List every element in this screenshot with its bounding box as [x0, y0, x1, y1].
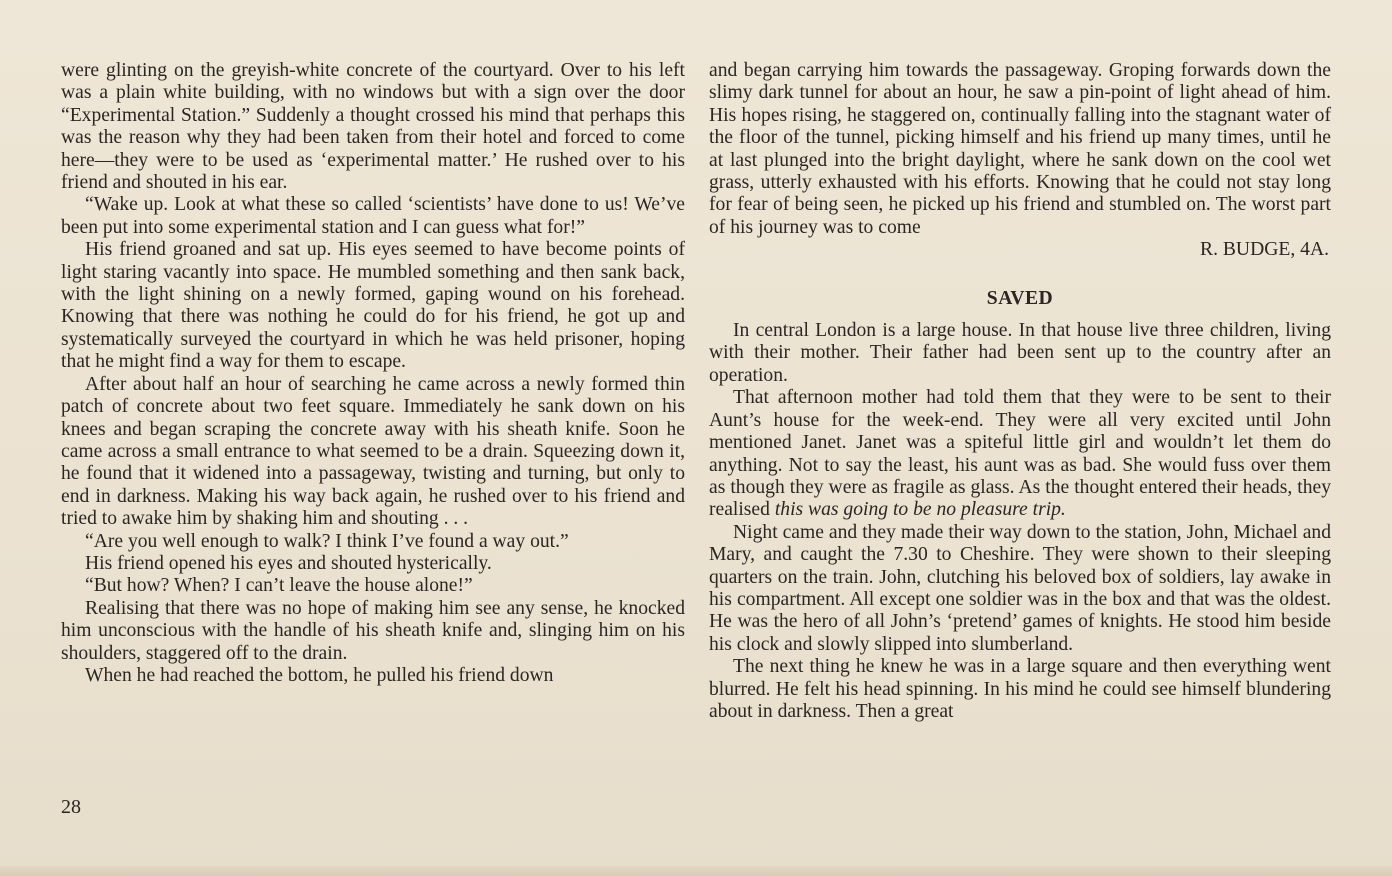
paragraph [709, 387, 1331, 521]
paragraph-text: That afternoon mother had told them that they were to be sent to their Aunt’s house for the week-end. They were all very excited until John mentioned Janet. Janet was a spiteful little girl and wouldn’t let them do anything. Not to say the least, his aunt was as bad. She would fuss over them as though they were as fragile as glass. As the thought entered their heads, they realised [709, 387, 1331, 521]
right-column [709, 60, 1331, 723]
paragraph: When he had reached the bottom, he pulled his friend down [85, 664, 554, 686]
paragraph: In central London is a large house. In that house live three children, living with their mother. Their father had been sent up to the country after an operation. [709, 320, 1331, 386]
page-number: 28 [61, 796, 81, 818]
paragraph: Realising that there was no hope of making him see any sense, he knocked him unconscious with the handle of his sheath knife and, slinging him on his shoulders, staggered off to the drain. [61, 597, 685, 664]
paragraph: The next thing he knew he was in a large square and then everything went blurred. He felt his head spinning. In his mind he could see himself blundering about in darkness. Then a great [709, 656, 1331, 722]
paragraph: were glinting on the greyish-white concrete of the courtyard. Over to his left was a plain white building, with no windows but with a sign over the door “Experimental Station.” Suddenly a thought crossed his mind that perhaps this was the reason why they had been taken from their hotel and forced to come here—they were to be used as ‘experimental matter.’ He rushed over to his friend and shouted in his ear. [61, 60, 685, 194]
page-bottom-edge [0, 866, 1392, 876]
italic-phrase: this was going to be no pleasure trip. [774, 499, 1066, 521]
paragraph: After about half an hour of searching he came across a newly formed thin patch of concrete about two feet square. Immediately he sank down on his knees and began scraping the concrete away with his sheath knife. Soon he came across a small entrance to what seemed to be a drain. Squeezing down it, he found that it widened into a passageway, twisting and turning, but only to end in darkness. Making his way back again, he rushed over to his friend and tried to awake him by shaking him and shouting . . . [61, 373, 685, 530]
paragraph: and began carrying him towards the passageway. Groping forwards down the slimy dark tunnel for about an hour, he saw a pin-point of light ahead of him. His hopes rising, he staggered on, continually falling into the stagnant water of the floor of the tunnel, picking himself and his friend up many times, until he at last plunged into the bright daylight, where he sank down on the cool wet grass, utterly exhausted with his efforts. Knowing that he could not stay long for fear of being seen, he picked up his friend and stumbled on. The worst part of his journey was to come [709, 60, 1331, 238]
paragraph: “Wake up. Look at what these so called ‘scientists’ have done to us! We’ve been put into some experimental station and I can guess what for!” [61, 194, 685, 238]
paragraph: His friend groaned and sat up. His eyes seemed to have become points of light staring vacantly into space. He mumbled something and then sank back, with the light shining on a newly formed, gaping wound on his forehead. Knowing that there was nothing he could do for his friend, he got up and systematically surveyed the courtyard in which he was held prisoner, hoping that he might find a way for them to escape. [61, 239, 685, 373]
paragraph: “But how? When? I can’t leave the house alone!” [85, 575, 473, 597]
story-title: SAVED [986, 287, 1054, 309]
left-column [61, 60, 685, 687]
paragraph: His friend opened his eyes and shouted hysterically. [85, 552, 492, 574]
paragraph: “Are you well enough to walk? I think I’ve found a way out.” [85, 530, 569, 552]
author-signature: R. BUDGE, 4A. [1200, 239, 1329, 261]
paragraph: Night came and they made their way down to the station, John, Michael and Mary, and caught the 7.30 to Cheshire. They were shown to their sleeping quarters on the train. John, clutching his beloved box of soldiers, lay awake in his compartment. All except one soldier was in the box and that was the oldest. He was the hero of all John’s ‘pretend’ games of knights. He stood him beside his clock and slowly slipped into slumberland. [709, 521, 1331, 655]
